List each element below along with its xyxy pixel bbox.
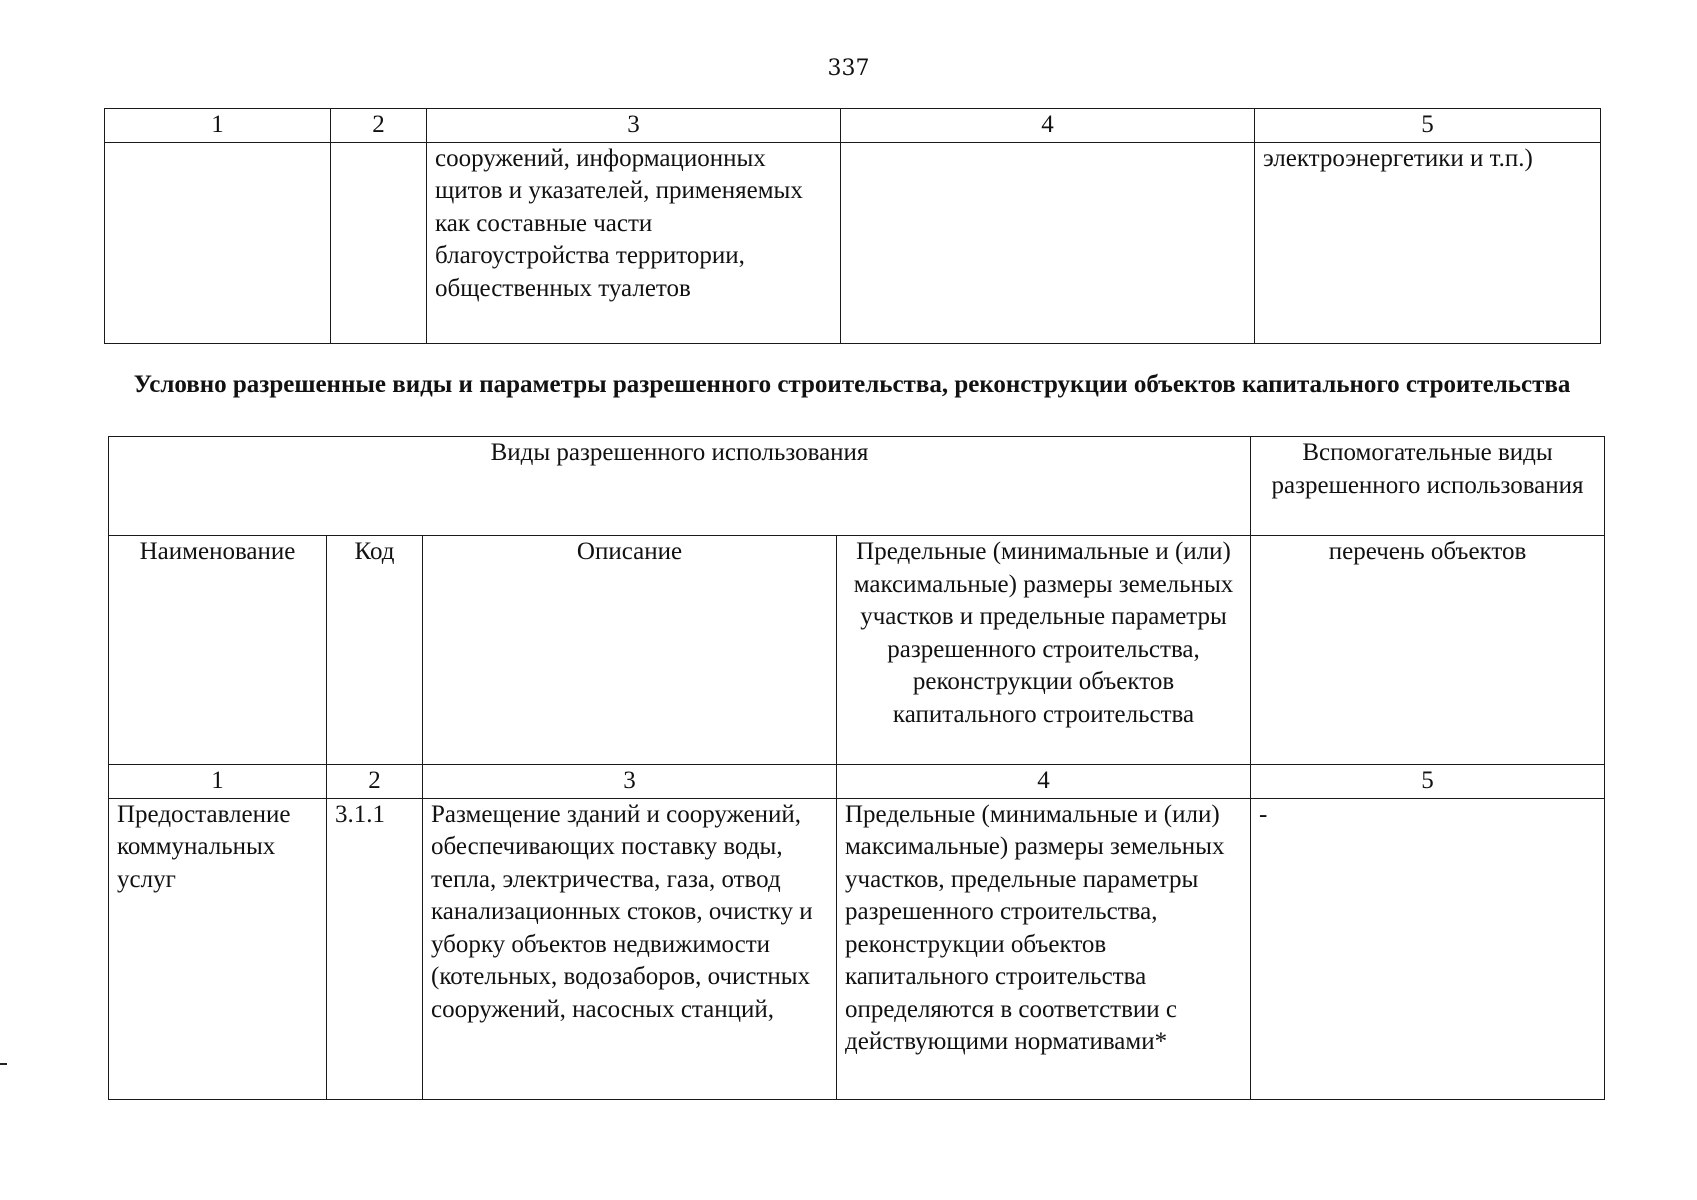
cell-code <box>331 142 427 343</box>
header-name: Наименование <box>109 536 327 765</box>
col-number-2: 2 <box>331 109 427 143</box>
col-number-4: 4 <box>837 765 1251 799</box>
group-header-row <box>109 437 1605 536</box>
cell-description: сооружений, информационных щитов и указателей, применяемых как составные части благоустройства территории, общественных туалетов <box>427 142 841 343</box>
col-number-1: 1 <box>105 109 331 143</box>
page-number: 337 <box>827 56 870 81</box>
header-description: Описание <box>423 536 837 765</box>
col-number-3: 3 <box>423 765 837 799</box>
group-header-auxiliary: Вспомогательные виды разрешенного использования <box>1251 437 1605 536</box>
col-number-4: 4 <box>841 109 1255 143</box>
table-row <box>105 142 1601 343</box>
header-params: Предельные (минимальные и (или) максимальные) размеры земельных участков и предельные параметры разрешенного строительства, реконструкции объектов капитального строительства <box>837 536 1251 765</box>
cell-params <box>841 142 1255 343</box>
conditional-uses-table <box>108 436 1605 1100</box>
continuation-table <box>104 108 1601 344</box>
cell-name: Предоставление коммунальных услуг <box>109 798 327 1099</box>
cell-code: 3.1.1 <box>327 798 423 1099</box>
col-number-2: 2 <box>327 765 423 799</box>
cell-name <box>105 142 331 343</box>
col-number-5: 5 <box>1251 765 1605 799</box>
column-header-row <box>109 536 1605 765</box>
column-number-row <box>109 765 1605 799</box>
cell-params: Предельные (минимальные и (или) максимальные) размеры земельных участков, предельные параметры разрешенного строительства, реконструкции объектов капитального строительства определяются в соответствии с действующими нормативами* <box>837 798 1251 1099</box>
col-number-5: 5 <box>1255 109 1601 143</box>
cell-description: Размещение зданий и сооружений, обеспечивающих поставку воды, тепла, электричества, газа, отвод канализационных стоков, очистку и уборку объектов недвижимости (котельных, водозаборов, очистных сооружений, насосных станций, <box>423 798 837 1099</box>
cell-aux: - <box>1251 798 1605 1099</box>
col-number-1: 1 <box>109 765 327 799</box>
header-aux-list: перечень объектов <box>1251 536 1605 765</box>
column-number-row <box>105 109 1601 143</box>
margin-mark <box>0 1063 7 1065</box>
cell-aux: электроэнергетики и т.п.) <box>1255 142 1601 343</box>
col-number-3: 3 <box>427 109 841 143</box>
group-header-permitted-uses: Виды разрешенного использования <box>109 437 1251 536</box>
header-code: Код <box>327 536 423 765</box>
section-title: Условно разрешенные виды и параметры разрешенного строительства, реконструкции объектов капитального строительства <box>133 371 1571 398</box>
table-row <box>109 798 1605 1099</box>
